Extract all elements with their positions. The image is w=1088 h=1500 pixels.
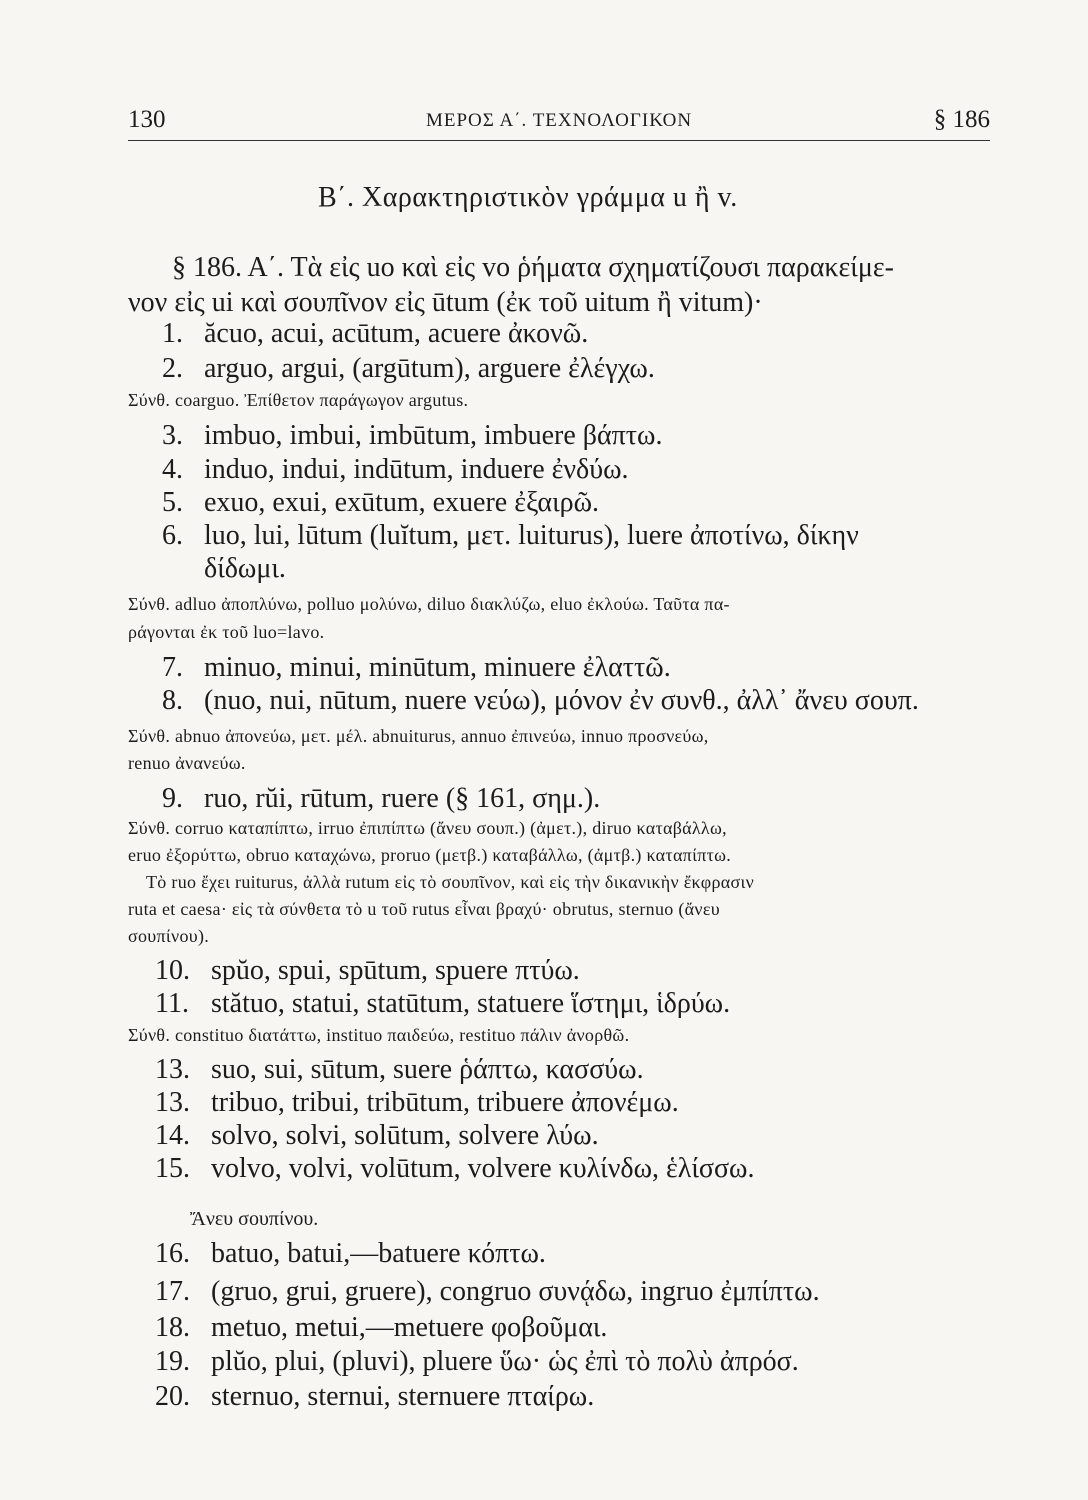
note-ruo-2: ruta et caesa· εἰς τὰ σύνθετα τὸ u τοῦ rutus εἶναι βραχύ· obrutus, sternuo (ἄνευ xyxy=(128,899,720,919)
entry-number: 8. xyxy=(162,685,183,716)
section-title: Β΄. Χαρακτηριστικὸν γράμμα u ἢ v. xyxy=(318,182,738,213)
entry-4 xyxy=(162,454,629,486)
note-compounds-ruo-2: eruo ἐξορύττω, obruo καταχώνω, proruo (μετβ.) καταβάλλω, (ἀμτβ.) καταπίπτω. xyxy=(128,845,732,865)
intro-line-2: νον εἰς ui καὶ σουπῖνον εἰς ūtum (ἐκ τοῦ uitum ἢ vitum)· xyxy=(128,287,763,318)
entry-number: 1. xyxy=(162,318,183,349)
entry-5 xyxy=(162,487,599,519)
entry-number: 11. xyxy=(155,988,189,1019)
entry-number: 5. xyxy=(162,487,183,518)
entry-text: imbuo, imbui, imbūtum, imbuere βάπτω. xyxy=(204,420,663,451)
entry-11 xyxy=(155,988,730,1020)
entry-text: suo, sui, sūtum, suere ῥάπτω, κασσύω. xyxy=(211,1054,644,1085)
entry-1 xyxy=(162,318,588,350)
entry-number: 20. xyxy=(155,1381,190,1412)
entry-number: 6. xyxy=(162,520,183,551)
entry-text: (nuo, nui, nūtum, nuere νεύω), μόνον ἐν συνθ., ἀλλ᾽ ἄνευ σουπ. xyxy=(204,685,919,716)
entry-10 xyxy=(155,955,580,987)
entry-13b xyxy=(155,1087,679,1119)
note-ruo-3: σουπίνου). xyxy=(128,926,210,946)
note-compounds-arguo: Σύνθ. coarguo. Ἐπίθετον παράγωγον argutus. xyxy=(128,390,469,410)
entry-number: 13. xyxy=(155,1054,190,1085)
note-compounds-nuo-1: Σύνθ. abnuo ἀπονεύω, μετ. μέλ. abnuiturus, annuo ἐπινεύω, innuo προσνεύω, xyxy=(128,726,709,746)
entry-text: stătuo, statui, statūtum, statuere ἵστημι, ἱδρύω. xyxy=(211,988,731,1019)
section-number: § 186 xyxy=(933,106,990,133)
note-compounds-luo-2: ράγονται ἐκ τοῦ luo=lavo. xyxy=(128,622,325,642)
entry-6-continuation: δίδωμι. xyxy=(204,553,286,584)
entry-text: spŭo, spui, spūtum, spuere πτύω. xyxy=(211,955,580,986)
entry-14 xyxy=(155,1120,599,1152)
entry-13a xyxy=(155,1054,644,1086)
entry-number: 7. xyxy=(162,652,183,683)
entry-15 xyxy=(155,1153,754,1185)
entry-text: tribuo, tribui, tribūtum, tribuere ἀπονέμω. xyxy=(211,1087,679,1118)
page-number: 130 xyxy=(128,106,166,133)
entry-number: 19. xyxy=(155,1346,190,1377)
entry-text: ăcuo, acui, acūtum, acuere ἀκονῶ. xyxy=(204,318,589,349)
entry-number: 9. xyxy=(162,783,183,814)
note-compounds-ruo-1: Σύνθ. corruo καταπίπτω, irruo ἐπιπίπτω (ἄνευ σουπ.) (ἀμετ.), diruo καταβάλλω, xyxy=(128,818,727,838)
entry-number: 4. xyxy=(162,454,183,485)
entry-number: 2. xyxy=(162,353,183,384)
entry-7 xyxy=(162,652,671,684)
entry-text: sternuo, sternui, sternuere πταίρω. xyxy=(211,1381,595,1412)
subheading-without-supine: Ἄνευ σουπίνου. xyxy=(190,1208,319,1230)
entry-6 xyxy=(162,520,859,552)
entry-17 xyxy=(155,1276,820,1308)
entry-text: (gruo, grui, gruere), congruo συνᾴδω, ingruo ἐμπίπτω. xyxy=(211,1276,820,1307)
entry-number: 16. xyxy=(155,1238,190,1269)
entry-text: arguo, argui, (argūtum), arguere ἐλέγχω. xyxy=(204,353,655,384)
entry-number: 17. xyxy=(155,1276,190,1307)
note-compounds-nuo-2: renuo ἀνανεύω. xyxy=(128,753,246,773)
entry-text: solvo, solvi, solūtum, solvere λύω. xyxy=(211,1120,599,1151)
entry-text: luo, lui, lūtum (luĭtum, μετ. luiturus), luere ἀποτίνω, δίκην xyxy=(204,520,859,551)
note-ruo-1: Τὸ ruo ἔχει ruiturus, ἀλλὰ rutum εἰς τὸ σουπῖνον, καὶ εἰς τὴν δικανικὴν ἔκφρασιν xyxy=(146,872,755,892)
entry-number: 15. xyxy=(155,1153,190,1184)
entry-text: induo, indui, indūtum, induere ἐνδύω. xyxy=(204,454,629,485)
intro-line-1: § 186. Α΄. Τὰ εἰς uo καὶ εἰς vo ῥήματα σχηματίζουσι παρακείμε- xyxy=(172,252,894,283)
entry-16 xyxy=(155,1238,546,1270)
entry-9 xyxy=(162,783,600,815)
entry-2 xyxy=(162,353,655,385)
entry-number: 14. xyxy=(155,1120,190,1151)
entry-text: metuo, metui,—metuere φοβοῦμαι. xyxy=(211,1312,608,1343)
entry-number: 3. xyxy=(162,420,183,451)
entry-3 xyxy=(162,420,663,452)
entry-text: plŭo, plui, (pluvi), pluere ὕω· ὡς ἐπὶ τὸ πολὺ ἀπρόσ. xyxy=(211,1346,799,1377)
entry-text: batuo, batui,—batuere κόπτω. xyxy=(211,1238,546,1269)
entry-text: ruo, rŭi, rūtum, ruere (§ 161, σημ.). xyxy=(204,783,601,814)
entry-20 xyxy=(155,1381,594,1413)
entry-text: exuo, exui, exūtum, exuere ἐξαιρῶ. xyxy=(204,487,600,518)
entry-number: 10. xyxy=(155,955,190,986)
entry-8 xyxy=(162,685,919,717)
entry-18 xyxy=(155,1312,607,1344)
entry-text: minuo, minui, minūtum, minuere ἐλαττῶ. xyxy=(204,652,671,683)
entry-number: 13. xyxy=(155,1087,190,1118)
entry-19 xyxy=(155,1346,799,1378)
note-compounds-statuo: Σύνθ. constituo διατάττω, instituo παιδεύω, restituo πάλιν ἀνορθῶ. xyxy=(128,1025,630,1045)
entry-text: volvo, volvi, volūtum, volvere κυλίνδω, ἑλίσσω. xyxy=(211,1153,755,1184)
running-header xyxy=(128,100,990,141)
running-title: ΜΕΡΟΣ Α΄. ΤΕΧΝΟΛΟΓΙΚΟΝ xyxy=(425,110,693,131)
note-compounds-luo-1: Σύνθ. adluo ἀποπλύνω, polluo μολύνω, diluo διακλύζω, eluo ἐκλούω. Ταῦτα πα- xyxy=(128,594,730,614)
entry-number: 18. xyxy=(155,1312,190,1343)
